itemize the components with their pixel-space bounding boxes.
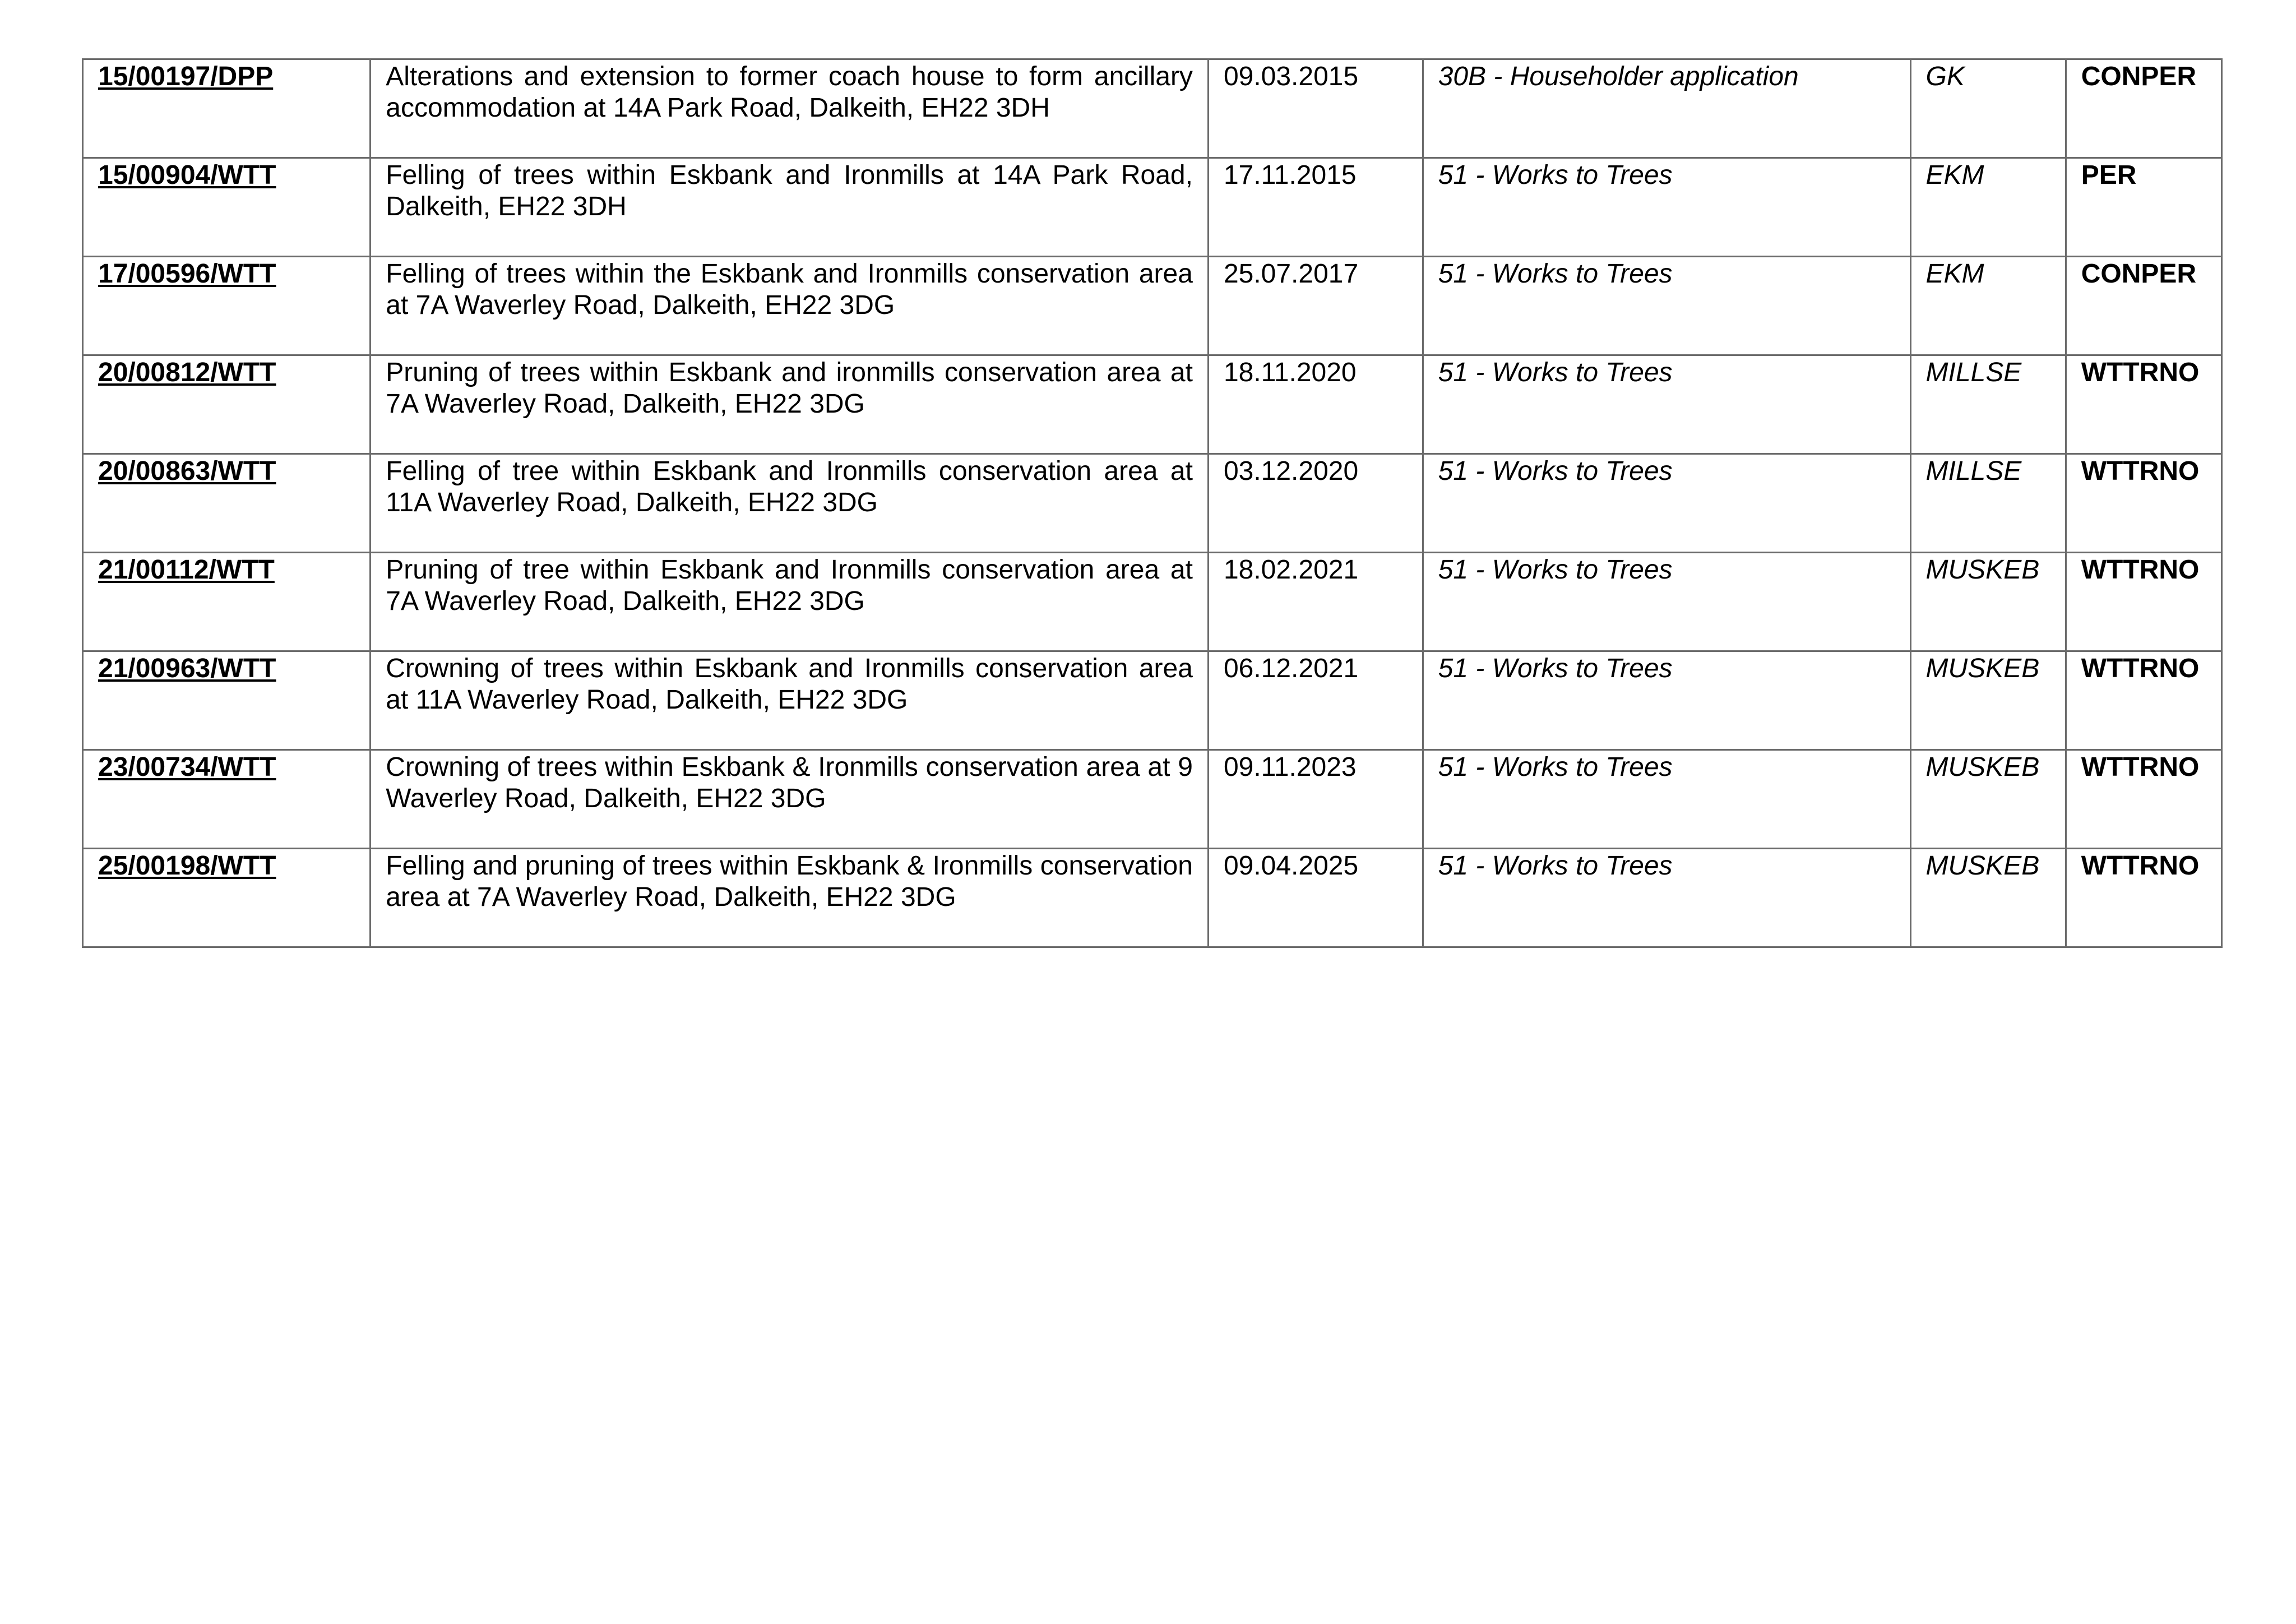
case-officer: MUSKEB xyxy=(1925,654,2040,683)
table-row xyxy=(83,355,2222,454)
decision-code: WTTRNO xyxy=(2081,456,2200,486)
reference-cell[interactable] xyxy=(83,553,371,651)
description-cell xyxy=(371,257,1209,355)
application-type: 51 - Works to Trees xyxy=(1438,752,1673,782)
decision-code: WTTRNO xyxy=(2081,752,2200,782)
case-officer: GK xyxy=(1925,62,1965,91)
application-description: Alterations and extension to former coach house to form ancillary accommodation at 14A Park Road, Dalkeith, EH22 3DH xyxy=(386,62,1193,123)
officer-cell xyxy=(1910,454,2066,553)
decision-cell xyxy=(2066,553,2221,651)
case-officer: MILLSE xyxy=(1925,456,2022,486)
application-date: 09.04.2025 xyxy=(1223,851,1359,881)
table-row xyxy=(83,257,2222,355)
type-cell xyxy=(1423,257,1910,355)
decision-cell xyxy=(2066,59,2221,158)
date-cell xyxy=(1208,158,1423,257)
application-reference-link[interactable]: 21/00963/WTT xyxy=(98,654,276,683)
description-cell xyxy=(371,59,1209,158)
decision-code: CONPER xyxy=(2081,62,2197,91)
table-row xyxy=(83,454,2222,553)
application-reference-link[interactable]: 20/00863/WTT xyxy=(98,456,276,486)
reference-cell[interactable] xyxy=(83,849,371,947)
application-type: 51 - Works to Trees xyxy=(1438,456,1673,486)
application-date: 09.11.2023 xyxy=(1223,752,1357,782)
decision-code: WTTRNO xyxy=(2081,654,2200,683)
application-type: 51 - Works to Trees xyxy=(1438,555,1673,585)
officer-cell xyxy=(1910,59,2066,158)
application-date: 09.03.2015 xyxy=(1223,62,1359,91)
description-cell xyxy=(371,553,1209,651)
date-cell xyxy=(1208,651,1423,750)
decision-cell xyxy=(2066,355,2221,454)
application-description: Felling of tree within Eskbank and Ironmills conservation area at 11A Waverley Road, Dalkeith, EH22 3DG xyxy=(386,456,1193,517)
application-date: 18.11.2020 xyxy=(1223,358,1357,387)
application-description: Felling of trees within the Eskbank and Ironmills conservation area at 7A Waverley Road, Dalkeith, EH22 3DG xyxy=(386,259,1193,320)
application-reference-link[interactable]: 23/00734/WTT xyxy=(98,752,276,782)
application-date: 03.12.2020 xyxy=(1223,456,1359,486)
application-description: Crowning of trees within Eskbank & Ironmills conservation area at 9 Waverley Road, Dalkeith, EH22 3DG xyxy=(386,752,1193,813)
date-cell xyxy=(1208,553,1423,651)
type-cell xyxy=(1423,750,1910,849)
officer-cell xyxy=(1910,257,2066,355)
application-reference-link[interactable]: 20/00812/WTT xyxy=(98,358,276,387)
application-description: Felling of trees within Eskbank and Ironmills at 14A Park Road, Dalkeith, EH22 3DH xyxy=(386,160,1193,221)
date-cell xyxy=(1208,849,1423,947)
case-officer: MUSKEB xyxy=(1925,851,2040,881)
officer-cell xyxy=(1910,355,2066,454)
table-row xyxy=(83,553,2222,651)
decision-code: CONPER xyxy=(2081,259,2197,289)
application-reference-link[interactable]: 17/00596/WTT xyxy=(98,259,276,289)
type-cell xyxy=(1423,59,1910,158)
decision-code: PER xyxy=(2081,160,2137,190)
decision-cell xyxy=(2066,651,2221,750)
type-cell xyxy=(1423,553,1910,651)
type-cell xyxy=(1423,355,1910,454)
application-type: 51 - Works to Trees xyxy=(1438,160,1673,190)
decision-cell xyxy=(2066,849,2221,947)
date-cell xyxy=(1208,257,1423,355)
case-officer: MILLSE xyxy=(1925,358,2022,387)
application-reference-link[interactable]: 25/00198/WTT xyxy=(98,851,276,881)
officer-cell xyxy=(1910,553,2066,651)
decision-code: WTTRNO xyxy=(2081,851,2200,881)
type-cell xyxy=(1423,158,1910,257)
application-date: 18.02.2021 xyxy=(1223,555,1359,585)
officer-cell xyxy=(1910,849,2066,947)
planning-applications-table xyxy=(82,58,2223,948)
application-reference-link[interactable]: 21/00112/WTT xyxy=(98,555,275,585)
application-type: 51 - Works to Trees xyxy=(1438,654,1673,683)
application-type: 51 - Works to Trees xyxy=(1438,851,1673,881)
application-type: 30B - Householder application xyxy=(1438,62,1799,91)
decision-cell xyxy=(2066,257,2221,355)
type-cell xyxy=(1423,454,1910,553)
description-cell xyxy=(371,355,1209,454)
decision-cell xyxy=(2066,158,2221,257)
decision-code: WTTRNO xyxy=(2081,555,2200,585)
type-cell xyxy=(1423,849,1910,947)
application-type: 51 - Works to Trees xyxy=(1438,259,1673,289)
type-cell xyxy=(1423,651,1910,750)
description-cell xyxy=(371,849,1209,947)
officer-cell xyxy=(1910,750,2066,849)
description-cell xyxy=(371,158,1209,257)
application-date: 06.12.2021 xyxy=(1223,654,1359,683)
decision-code: WTTRNO xyxy=(2081,358,2200,387)
table-row xyxy=(83,849,2222,947)
table-body xyxy=(83,59,2222,947)
application-date: 25.07.2017 xyxy=(1223,259,1359,289)
officer-cell xyxy=(1910,651,2066,750)
table-row xyxy=(83,750,2222,849)
application-reference-link[interactable]: 15/00197/DPP xyxy=(98,62,274,91)
application-description: Pruning of trees within Eskbank and ironmills conservation area at 7A Waverley Road, Dalkeith, EH22 3DG xyxy=(386,358,1193,419)
description-cell xyxy=(371,454,1209,553)
description-cell xyxy=(371,651,1209,750)
officer-cell xyxy=(1910,158,2066,257)
decision-cell xyxy=(2066,454,2221,553)
decision-cell xyxy=(2066,750,2221,849)
date-cell xyxy=(1208,750,1423,849)
case-officer: MUSKEB xyxy=(1925,555,2040,585)
date-cell xyxy=(1208,59,1423,158)
application-description: Crowning of trees within Eskbank and Ironmills conservation area at 11A Waverley Road, Dalkeith, EH22 3DG xyxy=(386,654,1193,715)
application-description: Felling and pruning of trees within Eskbank & Ironmills conservation area at 7A Waverley Road, Dalkeith, EH22 3DG xyxy=(386,851,1193,912)
reference-cell[interactable] xyxy=(83,355,371,454)
application-date: 17.11.2015 xyxy=(1223,160,1357,190)
case-officer: EKM xyxy=(1925,160,1984,190)
table-row xyxy=(83,59,2222,158)
reference-cell[interactable] xyxy=(83,257,371,355)
table-row xyxy=(83,651,2222,750)
table-row xyxy=(83,158,2222,257)
reference-cell[interactable] xyxy=(83,158,371,257)
date-cell xyxy=(1208,454,1423,553)
reference-cell[interactable] xyxy=(83,750,371,849)
reference-cell[interactable] xyxy=(83,454,371,553)
application-description: Pruning of tree within Eskbank and Ironmills conservation area at 7A Waverley Road, Dalkeith, EH22 3DG xyxy=(386,555,1193,616)
case-officer: MUSKEB xyxy=(1925,752,2040,782)
case-officer: EKM xyxy=(1925,259,1984,289)
date-cell xyxy=(1208,355,1423,454)
application-reference-link[interactable]: 15/00904/WTT xyxy=(98,160,276,190)
reference-cell[interactable] xyxy=(83,651,371,750)
reference-cell[interactable] xyxy=(83,59,371,158)
application-type: 51 - Works to Trees xyxy=(1438,358,1673,387)
description-cell xyxy=(371,750,1209,849)
